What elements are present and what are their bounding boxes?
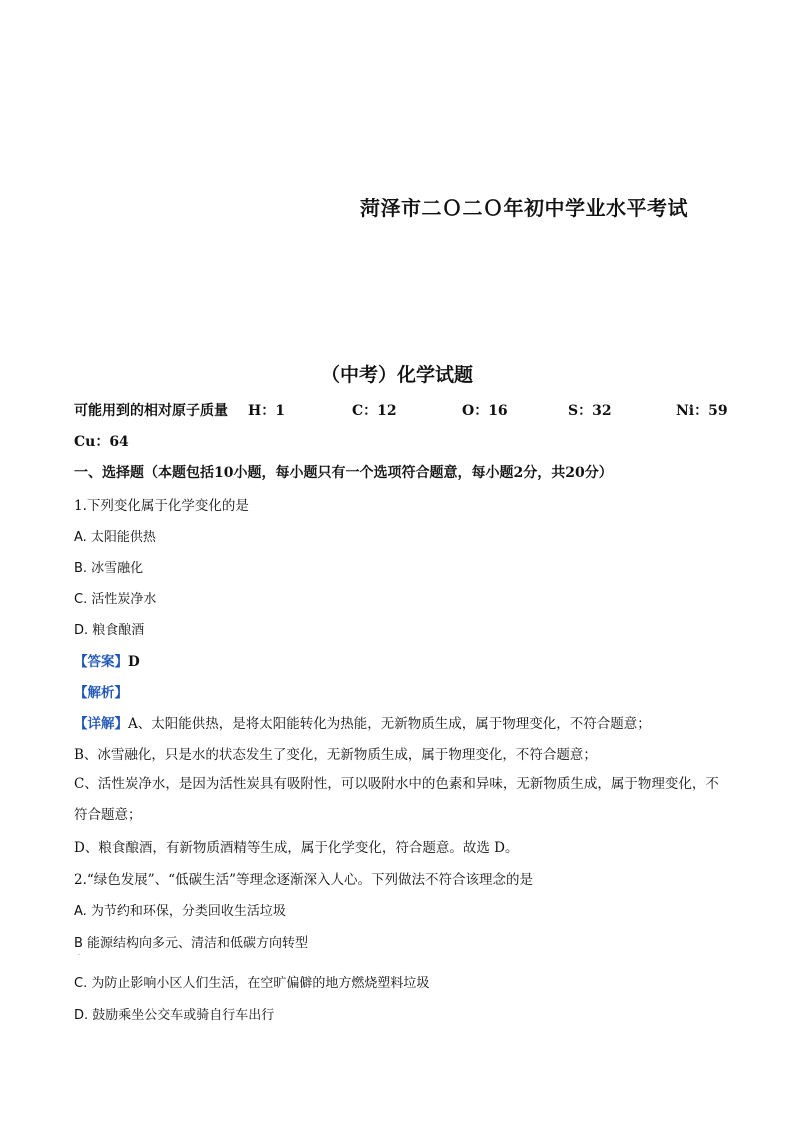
- option-c: C. 活性炭净水: [74, 592, 157, 607]
- detail-line-c: C、活性炭净水，是因为活性炭具有吸附性，可以吸附水中的色素和异味，无新物质生成，属于物理变化，不符合题意；: [74, 776, 719, 823]
- exam-title: 菏泽市二Ｏ二Ｏ年初中学业水平考试: [360, 196, 688, 220]
- atomic-mass-c: C：12: [352, 403, 397, 419]
- atomic-mass-o: O：16: [462, 403, 508, 419]
- option-d: D. 粮食酿酒: [74, 623, 145, 638]
- exam-subtitle: （中考）化学试题: [320, 364, 473, 386]
- option-b: B 能源结构向多元、清洁和低碳方向转型: [74, 936, 309, 951]
- option-c: C. 为防止影响小区人们生活，在空旷偏僻的地方燃烧塑料垃圾: [74, 976, 430, 991]
- answer-value: D: [128, 654, 140, 670]
- option-b: B. 冰雪融化: [74, 561, 144, 576]
- detail-text-a: A、太阳能供热，是将太阳能转化为热能，无新物质生成，属于物理变化，不符合题意；: [128, 716, 651, 732]
- atomic-mass-label: 可能用到的相对原子质量: [74, 403, 228, 419]
- section-heading: 一、选择题（本题包括10小题，每小题只有一个选项符合题意，每小题2分，共20分）: [74, 465, 613, 481]
- option-a: A. 为节约和环保，分类回收生活垃圾: [74, 904, 286, 919]
- atomic-mass-s: S：32: [568, 403, 612, 419]
- stray-dot: ·: [78, 952, 80, 959]
- detail-tag: 【详解】: [74, 716, 128, 732]
- question-stem: 1.下列变化属于化学变化的是: [74, 498, 249, 514]
- atomic-mass-ni: Ni：59: [676, 403, 728, 419]
- detail-line-a: [74, 712, 651, 732]
- atomic-mass-cu: Cu：64: [74, 434, 129, 450]
- option-a: A. 太阳能供热: [74, 530, 156, 545]
- question-stem: 2.“绿色发展”、“低碳生活”等理念逐渐深入人心。下列做法不符合该理念的是: [74, 872, 533, 888]
- answer-line: [74, 650, 140, 670]
- answer-tag: 【答案】: [74, 654, 128, 670]
- option-d: D. 鼓励乘坐公交车或骑自行车出行: [74, 1008, 275, 1023]
- analysis-tag: 【解析】: [74, 685, 128, 701]
- detail-line-d: D、粮食酿酒，有新物质酒精等生成，属于化学变化，符合题意。故选 D。: [74, 840, 519, 856]
- atomic-mass-h: H：1: [248, 403, 285, 419]
- detail-line-b: B、冰雪融化，只是水的状态发生了变化，无新物质生成，属于物理变化，不符合题意；: [74, 747, 597, 763]
